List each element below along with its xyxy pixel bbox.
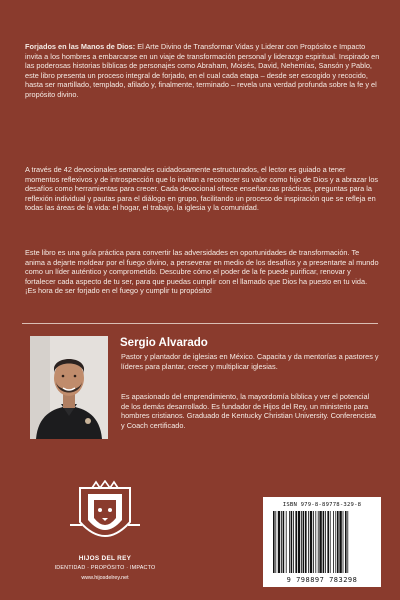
publisher-logo (50, 480, 160, 595)
barcode-bar (315, 511, 316, 573)
book-title-inline: Forjados en las Manos de Dios: (25, 42, 136, 51)
description-paragraph-1 (25, 42, 380, 100)
description-paragraph-1-body: El Arte Divino de Transformar Vidas y Liderar con Propósito e Impacto invita a los hombres a embarcarse en un viaje de transformación personal y liderazgo espiritual. Inspirado en las poderosas historias bíblicas de personajes como Abraham, Moisés, David, Nehemías, Sansón y Pablo, este libro presenta un proceso integral de forjado, en el cual cada etapa – desde ser escogido y recocido, hasta ser martillado, templado, afilado y, finalmente, terminado – revela una verdad profunda sobre la fe y el propósito divino. (25, 42, 380, 99)
barcode-bar (293, 511, 294, 573)
author-bio-2: Es apasionado del emprendimiento, la mayordomía bíblica y ver el potencial de los demás desarrollado. Es fundador de Hijos del Rey, un ministerio para hombres cristianos. Graduado de Kentucky Christian University. Conferencista y Coach certificado. (121, 392, 376, 430)
barcode-bar (335, 511, 336, 573)
barcode-bar (286, 511, 287, 573)
barcode-bar (310, 511, 312, 573)
barcode-bar (298, 511, 300, 573)
barcode-bar (295, 511, 297, 573)
barcode-bar (347, 511, 348, 573)
barcode-bar (289, 511, 290, 573)
isbn-barcode (263, 497, 381, 587)
barcode-bar (308, 511, 309, 573)
section-divider (22, 323, 378, 324)
barcode-bar (343, 511, 344, 573)
barcode-bar (283, 511, 285, 573)
barcode-bar (319, 511, 321, 573)
barcode-bar (327, 511, 329, 573)
barcode-bar (275, 511, 276, 573)
author-name: Sergio Alvarado (120, 337, 208, 349)
barcode-bar (345, 511, 347, 573)
barcode-bars-icon (263, 497, 381, 587)
barcode-bar (318, 511, 319, 573)
author-portrait-illustration (30, 336, 108, 439)
barcode-bar (291, 511, 293, 573)
barcode-bar (303, 511, 305, 573)
barcode-bar (330, 511, 331, 573)
publisher-url: www.hijosdelrey.net (81, 575, 129, 581)
barcode-bar (325, 511, 326, 573)
lion-crest-icon (50, 480, 160, 555)
barcode-bar (305, 511, 307, 573)
description-paragraph-3: Este libro es una guía práctica para convertir las adversidades en oportunidades de transformación. Te anima a dejarte moldear por el fuego divino, a perseverar en medio de los desafíos y a presentarte al mundo como un líder auténtico y comprometido. Descubre cómo el poder de la fe puede purificar, renovar y fortalecer cada aspecto de tu ser, para que puedas cumplir con el llamado que Dios ha puesto en tu vida. ¡Es hora de ser forjado en el fuego y cumplir tu propósito! (25, 248, 379, 296)
barcode-bar (339, 511, 341, 573)
barcode-bar (273, 511, 275, 573)
barcode-digits: 9 798897 783298 (286, 576, 358, 584)
isbn-number: ISBN 979-8-89778-329-8 (282, 502, 362, 508)
barcode-bar (278, 511, 280, 573)
barcode-bar (333, 511, 334, 573)
barcode-bar (281, 511, 282, 573)
author-photo (30, 336, 108, 439)
barcode-bar (323, 511, 325, 573)
publisher-tagline: IDENTIDAD · PROPÓSITO · IMPACTO (54, 565, 156, 571)
barcode-bar (337, 511, 339, 573)
barcode-bar (313, 511, 314, 573)
barcode-bar (301, 511, 302, 573)
author-bio-1: Pastor y plantador de iglesias en México. Capacita y da mentorías a pastores y líderes para plantar, crecer y multiplicar iglesias. (121, 352, 379, 371)
description-paragraph-2: A través de 42 devocionales semanales cuidadosamente estructurados, el lector es guiado a tener momentos reflexivos y de introspección que lo invitan a reconocer su valor como hijo de Dios y a abrazar los desafíos como herramientas para crecer. Cada devocional ofrece enseñanzas prácticas, preguntas para la reflexión individual y pautas para el diálogo en grupo, facilitando un proceso de inspiración que se refleja en todas las áreas de la vida: el hogar, el trabajo, la iglesia y la comunidad. (25, 165, 379, 213)
publisher-name: HIJOS DEL REY (78, 555, 132, 562)
